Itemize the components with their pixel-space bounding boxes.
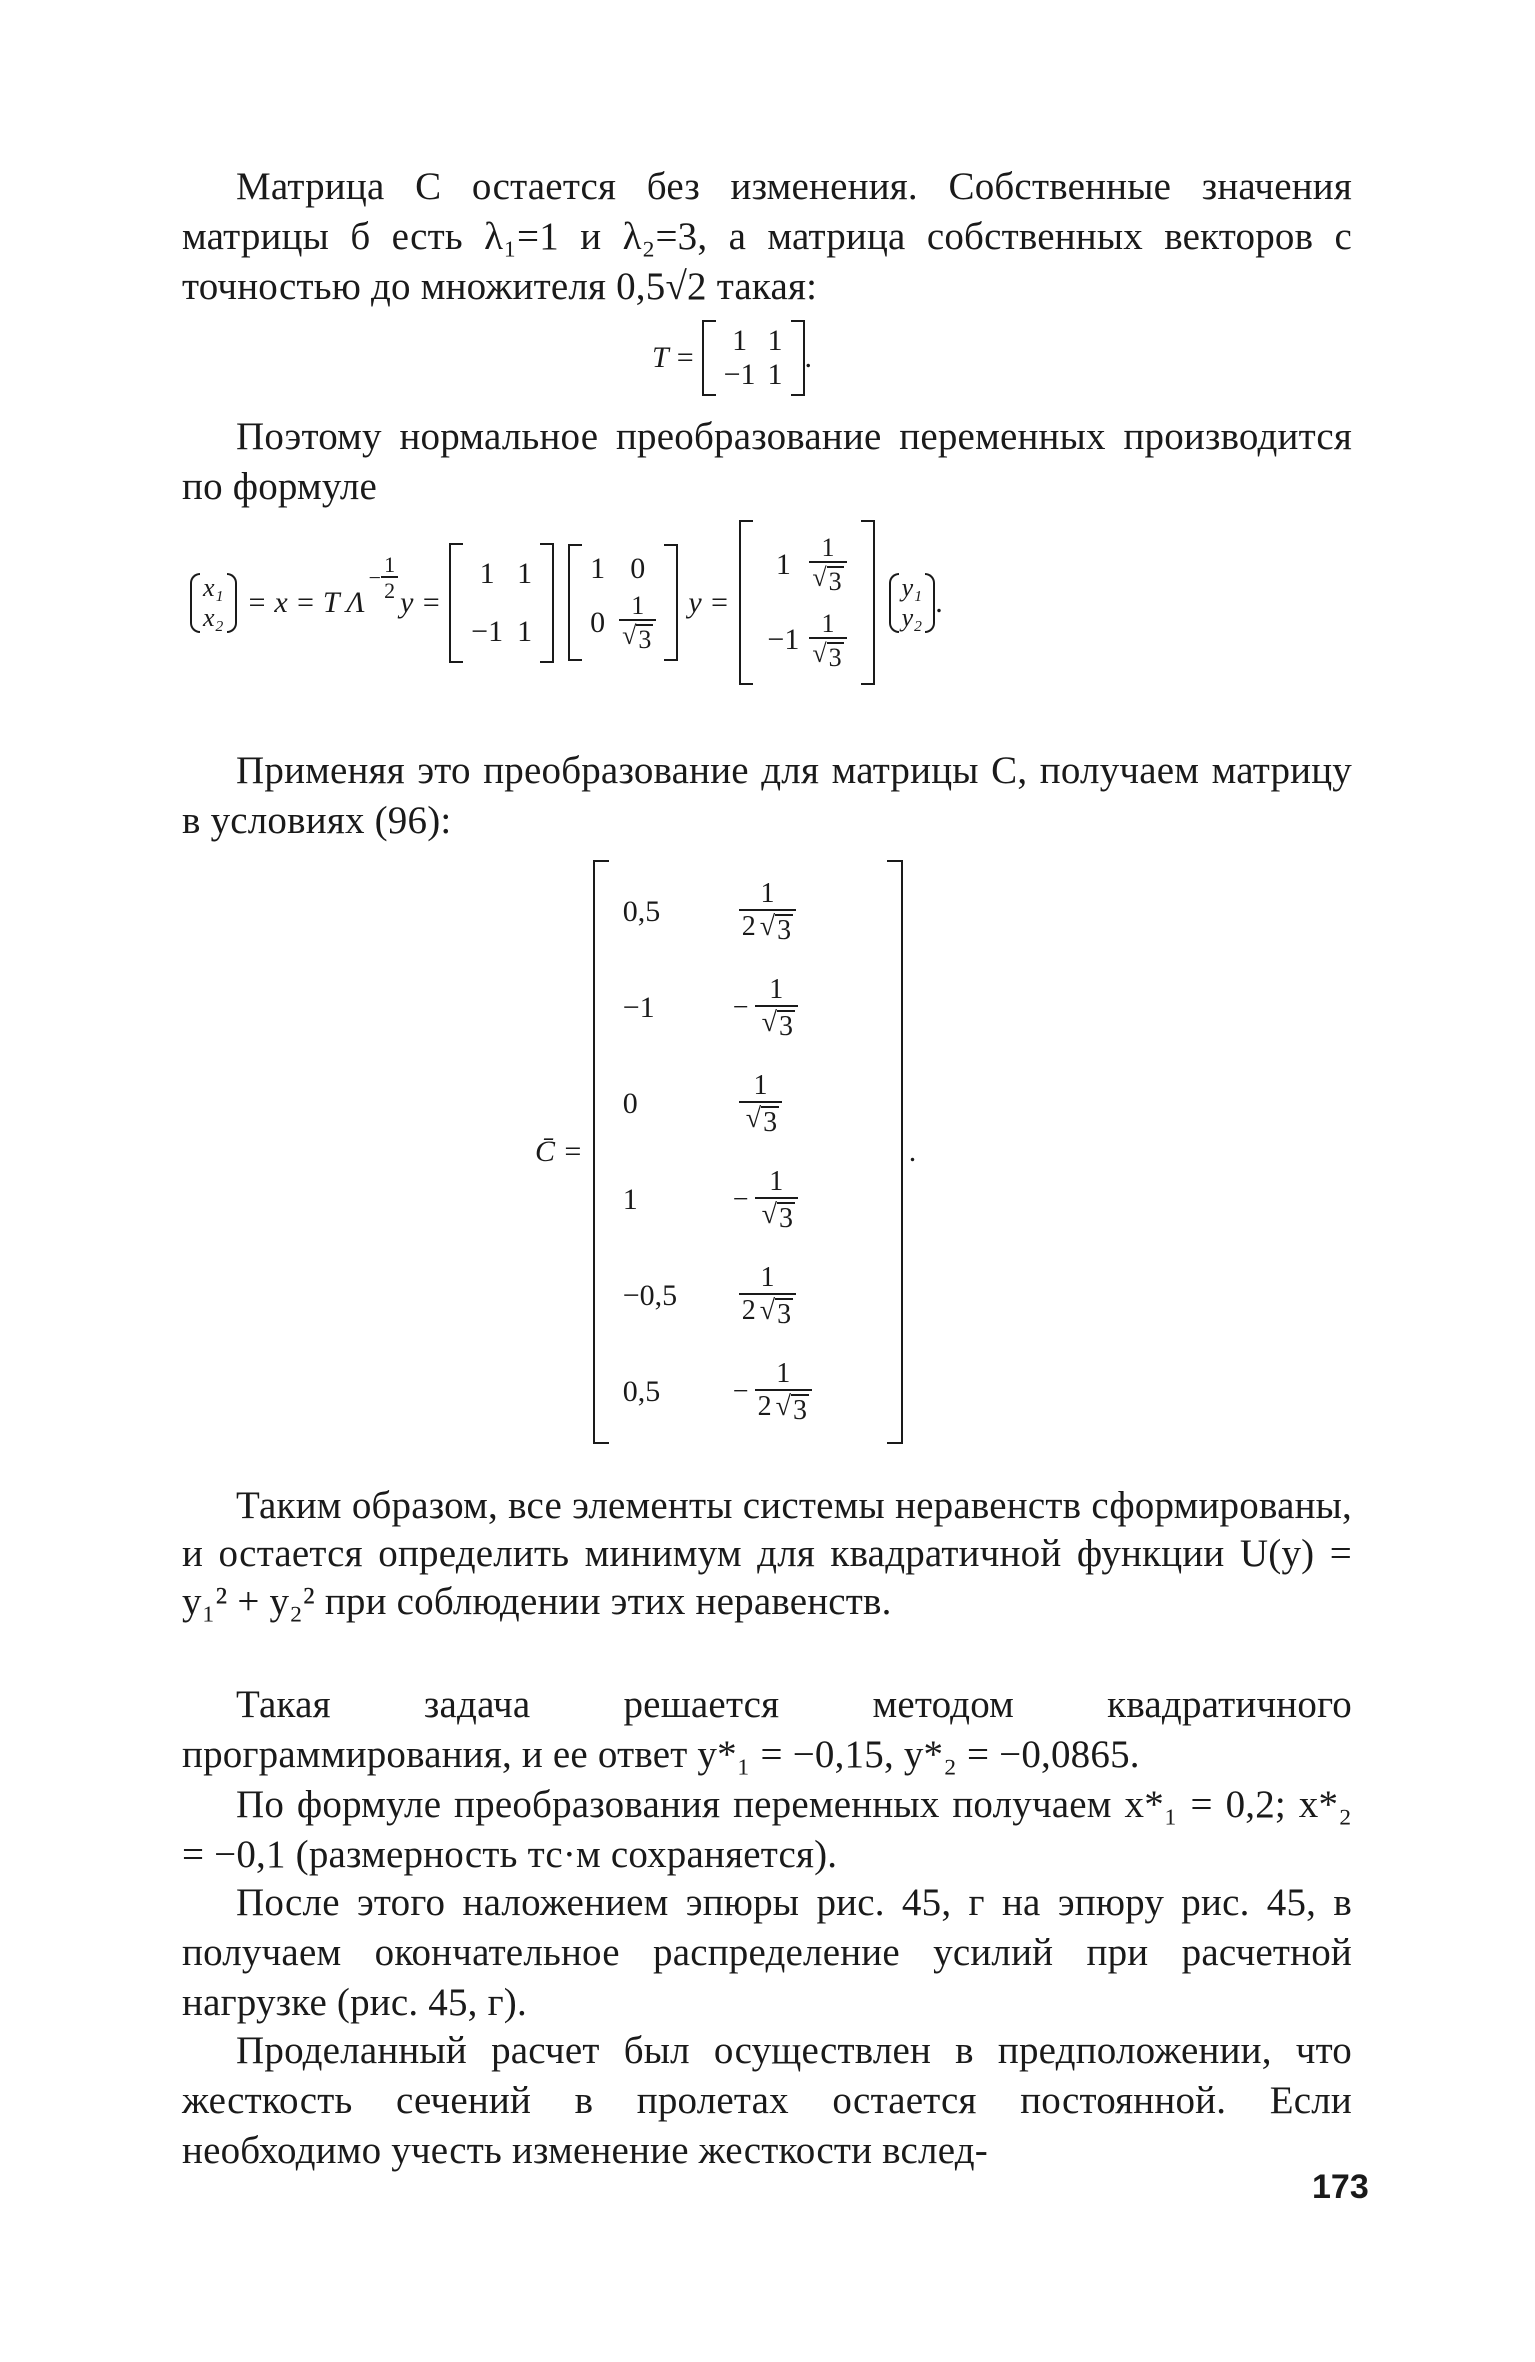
formula-C: C̄ = 0,5 1 2 √ 3 −1 − 1 √ 3 0 1 √ 3 1 − 1 √ 3 −0,5 1 2 √ 3 0,5 − 1 2 √ 3 . xyxy=(535,860,916,1444)
formula-T xyxy=(652,320,812,396)
vector-y: y₁ y₂ xyxy=(889,573,936,633)
matrix-cell: 0 xyxy=(622,1087,638,1120)
matrix-cell: 1 xyxy=(622,1183,638,1216)
matrix-cell: 1 √ 3 xyxy=(733,1056,782,1152)
matrix-T xyxy=(702,320,805,396)
equation-part: y = xyxy=(400,585,442,619)
symbol-C-bar: C̄ = xyxy=(535,1135,583,1168)
matrix-cell: 1 2 √ 3 xyxy=(733,864,796,960)
paragraph-apply: Применяя это преобразование для матрицы C, получаем матрицу в условиях (96): xyxy=(182,749,1352,842)
matrix-cell: −0,5 xyxy=(622,1279,678,1312)
matrix-cell: 0,5 xyxy=(622,895,661,928)
equation-part: y = xyxy=(688,585,730,619)
paragraph-qp-answer: Такая задача решается методом квадратичного программирования, и ее ответ y*₁ = −0,15, y*₂ = −0,0865. xyxy=(182,1683,1352,1776)
vector-cell: x₁ xyxy=(203,572,224,602)
matrix-cell: 1 xyxy=(767,358,783,391)
matrix-lambda: 1 0 0 1 √ 3 xyxy=(568,544,678,662)
matrix-cell: − 1 2 √ 3 xyxy=(733,1344,812,1440)
paragraph-diagrams: После этого наложением эпюры рис. 45, г на эпюру рис. 45, в получаем окончательное распределение усилий при расчетной нагрузке (рис. 45, г). xyxy=(182,1881,1352,2024)
paragraph-summary: Таким образом, все элементы системы неравенств сформированы, и остается определить минимум для квадратичной функции U(y) = y₁² + y₂² при соблюдении этих неравенств. xyxy=(182,1484,1352,1623)
matrix-cell: −1 xyxy=(622,991,655,1024)
exponent: − $\frac{1}{2}$ xyxy=(369,553,398,602)
matrix-result: 1 1 √ 3 −1 1 √ 3 xyxy=(739,520,874,685)
paragraph-variables: По формуле преобразования переменных получаем x*₁ = 0,2; x*₂ = −0,1 (размерность тс·м сохраняется). xyxy=(182,1783,1352,1876)
matrix-cell: − 1 √ 3 xyxy=(733,1152,798,1248)
paragraph-eigenvalues: Матрица C остается без изменения. Собственные значения матрицы б есть λ₁=1 и λ₂=3, а матрица собственных векторов с точностью до множителя 0,5√2 такая: xyxy=(182,165,1352,308)
matrix-cell: 1 xyxy=(732,324,748,357)
matrix-cell: − 1 √ 3 xyxy=(733,960,798,1056)
matrix-T-repeat: 1 1 −1 1 xyxy=(449,543,554,663)
matrix-cell: −1 xyxy=(723,358,756,391)
punctuation: . xyxy=(804,341,813,374)
formula-transformation: x₁ x₂ = x = T Λ − $\frac{1}{2}$ y = 1 1 −1 1 1 0 0 1 √ 3 y = 1 1 √ 3 −1 1 √ 3 y₁ y₂ . xyxy=(190,520,943,685)
vector-cell: x₂ xyxy=(203,602,224,632)
page-number: 173 xyxy=(1312,2168,1369,2206)
matrix-cell: 0,5 xyxy=(622,1375,661,1408)
matrix-cell: 1 2 √ 3 xyxy=(733,1248,796,1344)
equals-sign: = xyxy=(676,341,694,374)
matrix-C xyxy=(593,860,903,1444)
vector-x xyxy=(190,573,237,633)
matrix-cell: 1 xyxy=(767,324,783,357)
paragraph-stiffness: Проделанный расчет был осуществлен в предположении, что жесткость сечений в пролетах остается постоянной. Если необходимо учесть изменение жесткости вслед- xyxy=(182,2029,1352,2172)
equation-part: = x = T Λ xyxy=(246,585,365,619)
paragraph-transformation: Поэтому нормальное преобразование переменных производится по формуле xyxy=(182,415,1352,508)
symbol-T: T xyxy=(652,341,669,374)
